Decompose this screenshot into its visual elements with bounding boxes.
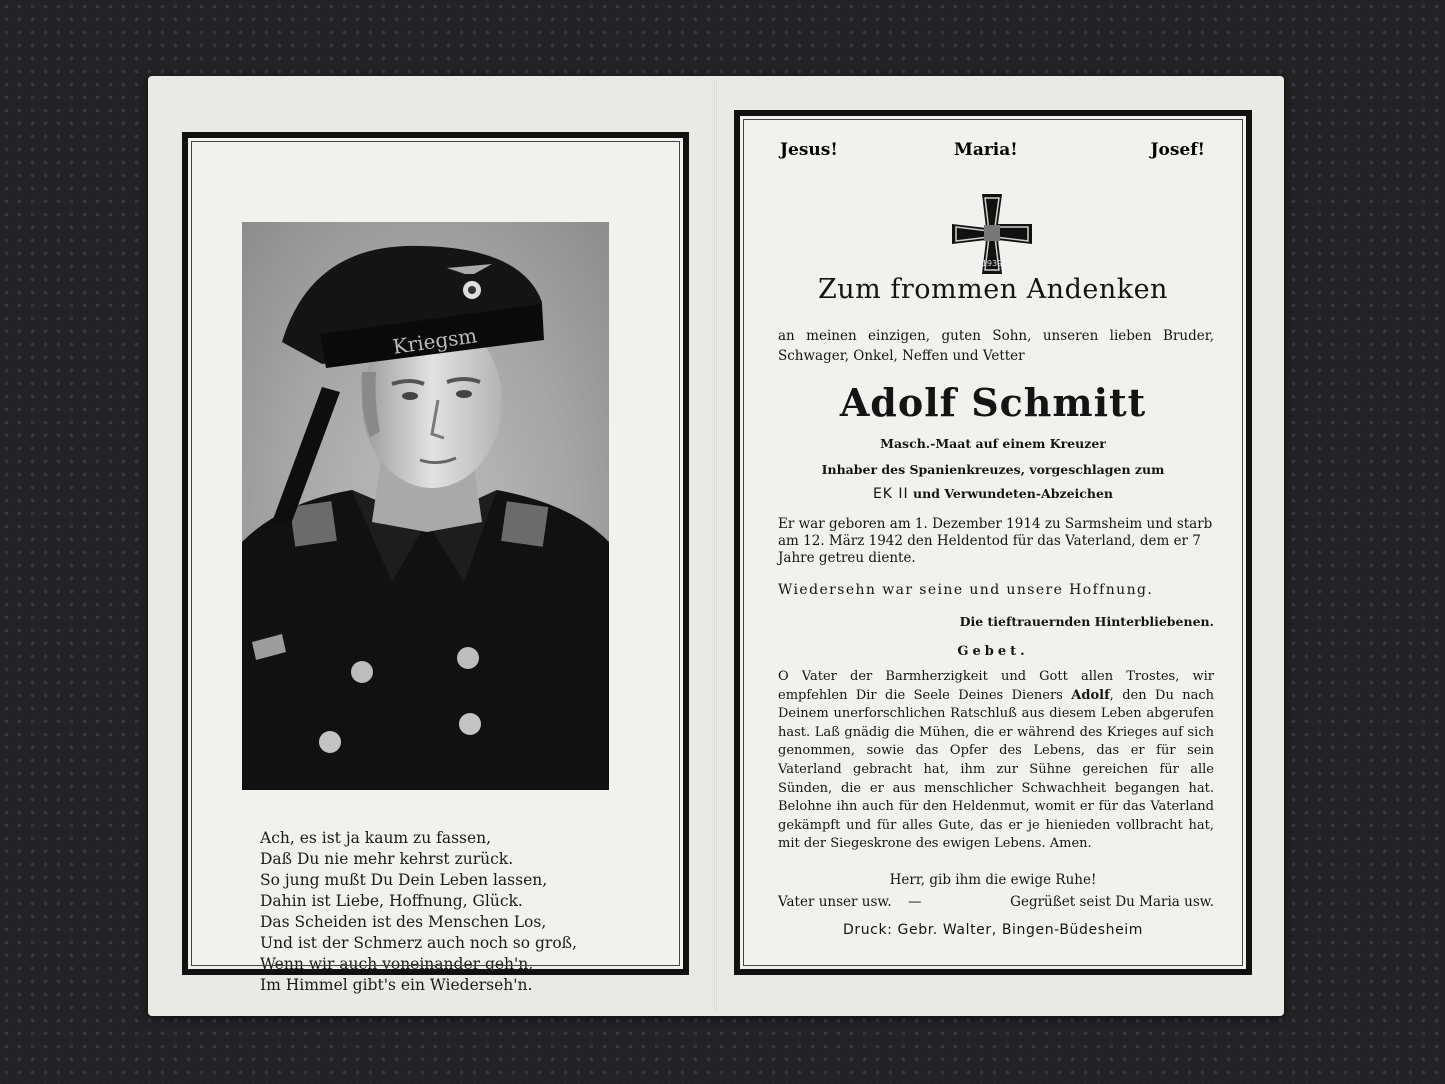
invocations-row (780, 140, 1205, 166)
poem-line: Dahin ist Liebe, Hoffnung, Glück. (260, 892, 523, 910)
hope-line: Wiedersehn war seine und unsere Hoffnung. (778, 582, 1154, 598)
wound-badge-text: und Verwundeten-Abzeichen (913, 486, 1114, 501)
prayer-name: Adolf (1071, 687, 1110, 703)
memorial-heading: Zum frommen Andenken (818, 274, 1168, 305)
rank-text: Masch.-Maat auf einem Kreuzer (880, 436, 1106, 451)
invocation-maria: Maria! (954, 140, 1018, 160)
mourners-line: Die tieftrauernden Hinterbliebenen. (959, 614, 1214, 629)
decorations-line-1: Inhaber des Spanienkreuzes, vorgeschlagen zum (821, 462, 1165, 477)
poem-line: Wenn wir auch voneinander geh'n, (260, 955, 534, 973)
prayer-text (778, 668, 1214, 854)
intro-text: an meinen einzigen, guten Sohn, unseren lieben Bruder, Schwager, Onkel, Neffen und Vetter (778, 328, 1214, 364)
invocation-josef: Josef! (1150, 140, 1205, 160)
printer-imprint: Druck: Gebr. Walter, Bingen-Büdesheim (842, 922, 1144, 938)
closing-hail-mary: Gegrüßet seist Du Maria usw. (1010, 894, 1214, 910)
eternal-rest-line: Herr, gib ihm die ewige Ruhe! (889, 872, 1097, 888)
prayer-part-2: , den Du nach Deinem unerforschlichen Ratschluß aus diesem Leben abgerufen hast. Laß gnädig die Mühen, die er während des Krieges auf sich genommen, sowie das Opfer des Lebens, das er für sein Vaterland gebracht hat, ihm zur Sühne gereichen für alle Sünden, die er aus menschlicher Schwachheit begangen hat. Belohne ihn auch für den Heldenmut, womit er für das Vaterland gekämpft und für alles Gute, das er je hienieden vollbracht hat, mit der Siegeskrone des ewigen Lebens. Amen. (778, 687, 1214, 852)
closing-dash: — (908, 894, 922, 910)
poem-line: So jung mußt Du Dein Leben lassen, (260, 871, 548, 889)
cross-year: 1939 (981, 259, 1003, 268)
poem-line: Im Himmel gibt's ein Wiederseh'n. (260, 976, 533, 994)
prayer-title: Gebet. (957, 644, 1029, 659)
prayer-part-1: O Vater der Barmherzigkeit und Gott allen Trostes, wir empfehlen Dir die Seele Deines Dieners (778, 669, 1214, 703)
left-panel (182, 132, 689, 994)
cap-band-text: Kriegsm (391, 323, 479, 359)
memorial-poem (260, 828, 640, 996)
right-panel (734, 110, 1252, 975)
biography-text: Er war geboren am 1. Dezember 1914 zu Sarmsheim und starb am 12. März 1942 den Heldentod für das Vaterland, dem er 7 Jahre getreu diente. (778, 516, 1213, 566)
ek-ii-label: EK II (872, 486, 909, 502)
poem-line: Das Scheiden ist des Menschen Los, (260, 913, 547, 931)
sailor-portrait-image (242, 222, 609, 790)
poem-line: Daß Du nie mehr kehrst zurück. (260, 850, 514, 868)
closing-line (778, 894, 1214, 914)
poem-line: Ach, es ist ja kaum zu fassen, (260, 829, 492, 847)
poem-line: Und ist der Schmerz auch noch so groß, (260, 934, 577, 952)
deceased-name: Adolf Schmitt (839, 380, 1147, 425)
card-fold (714, 80, 717, 1012)
decorations-line-2 (740, 486, 1246, 502)
invocation-jesus: Jesus! (780, 140, 838, 160)
portrait-photo (242, 222, 609, 790)
closing-our-father: Vater unser usw. (778, 894, 892, 910)
iron-cross-icon (952, 194, 1032, 274)
memorial-card (148, 76, 1284, 1016)
